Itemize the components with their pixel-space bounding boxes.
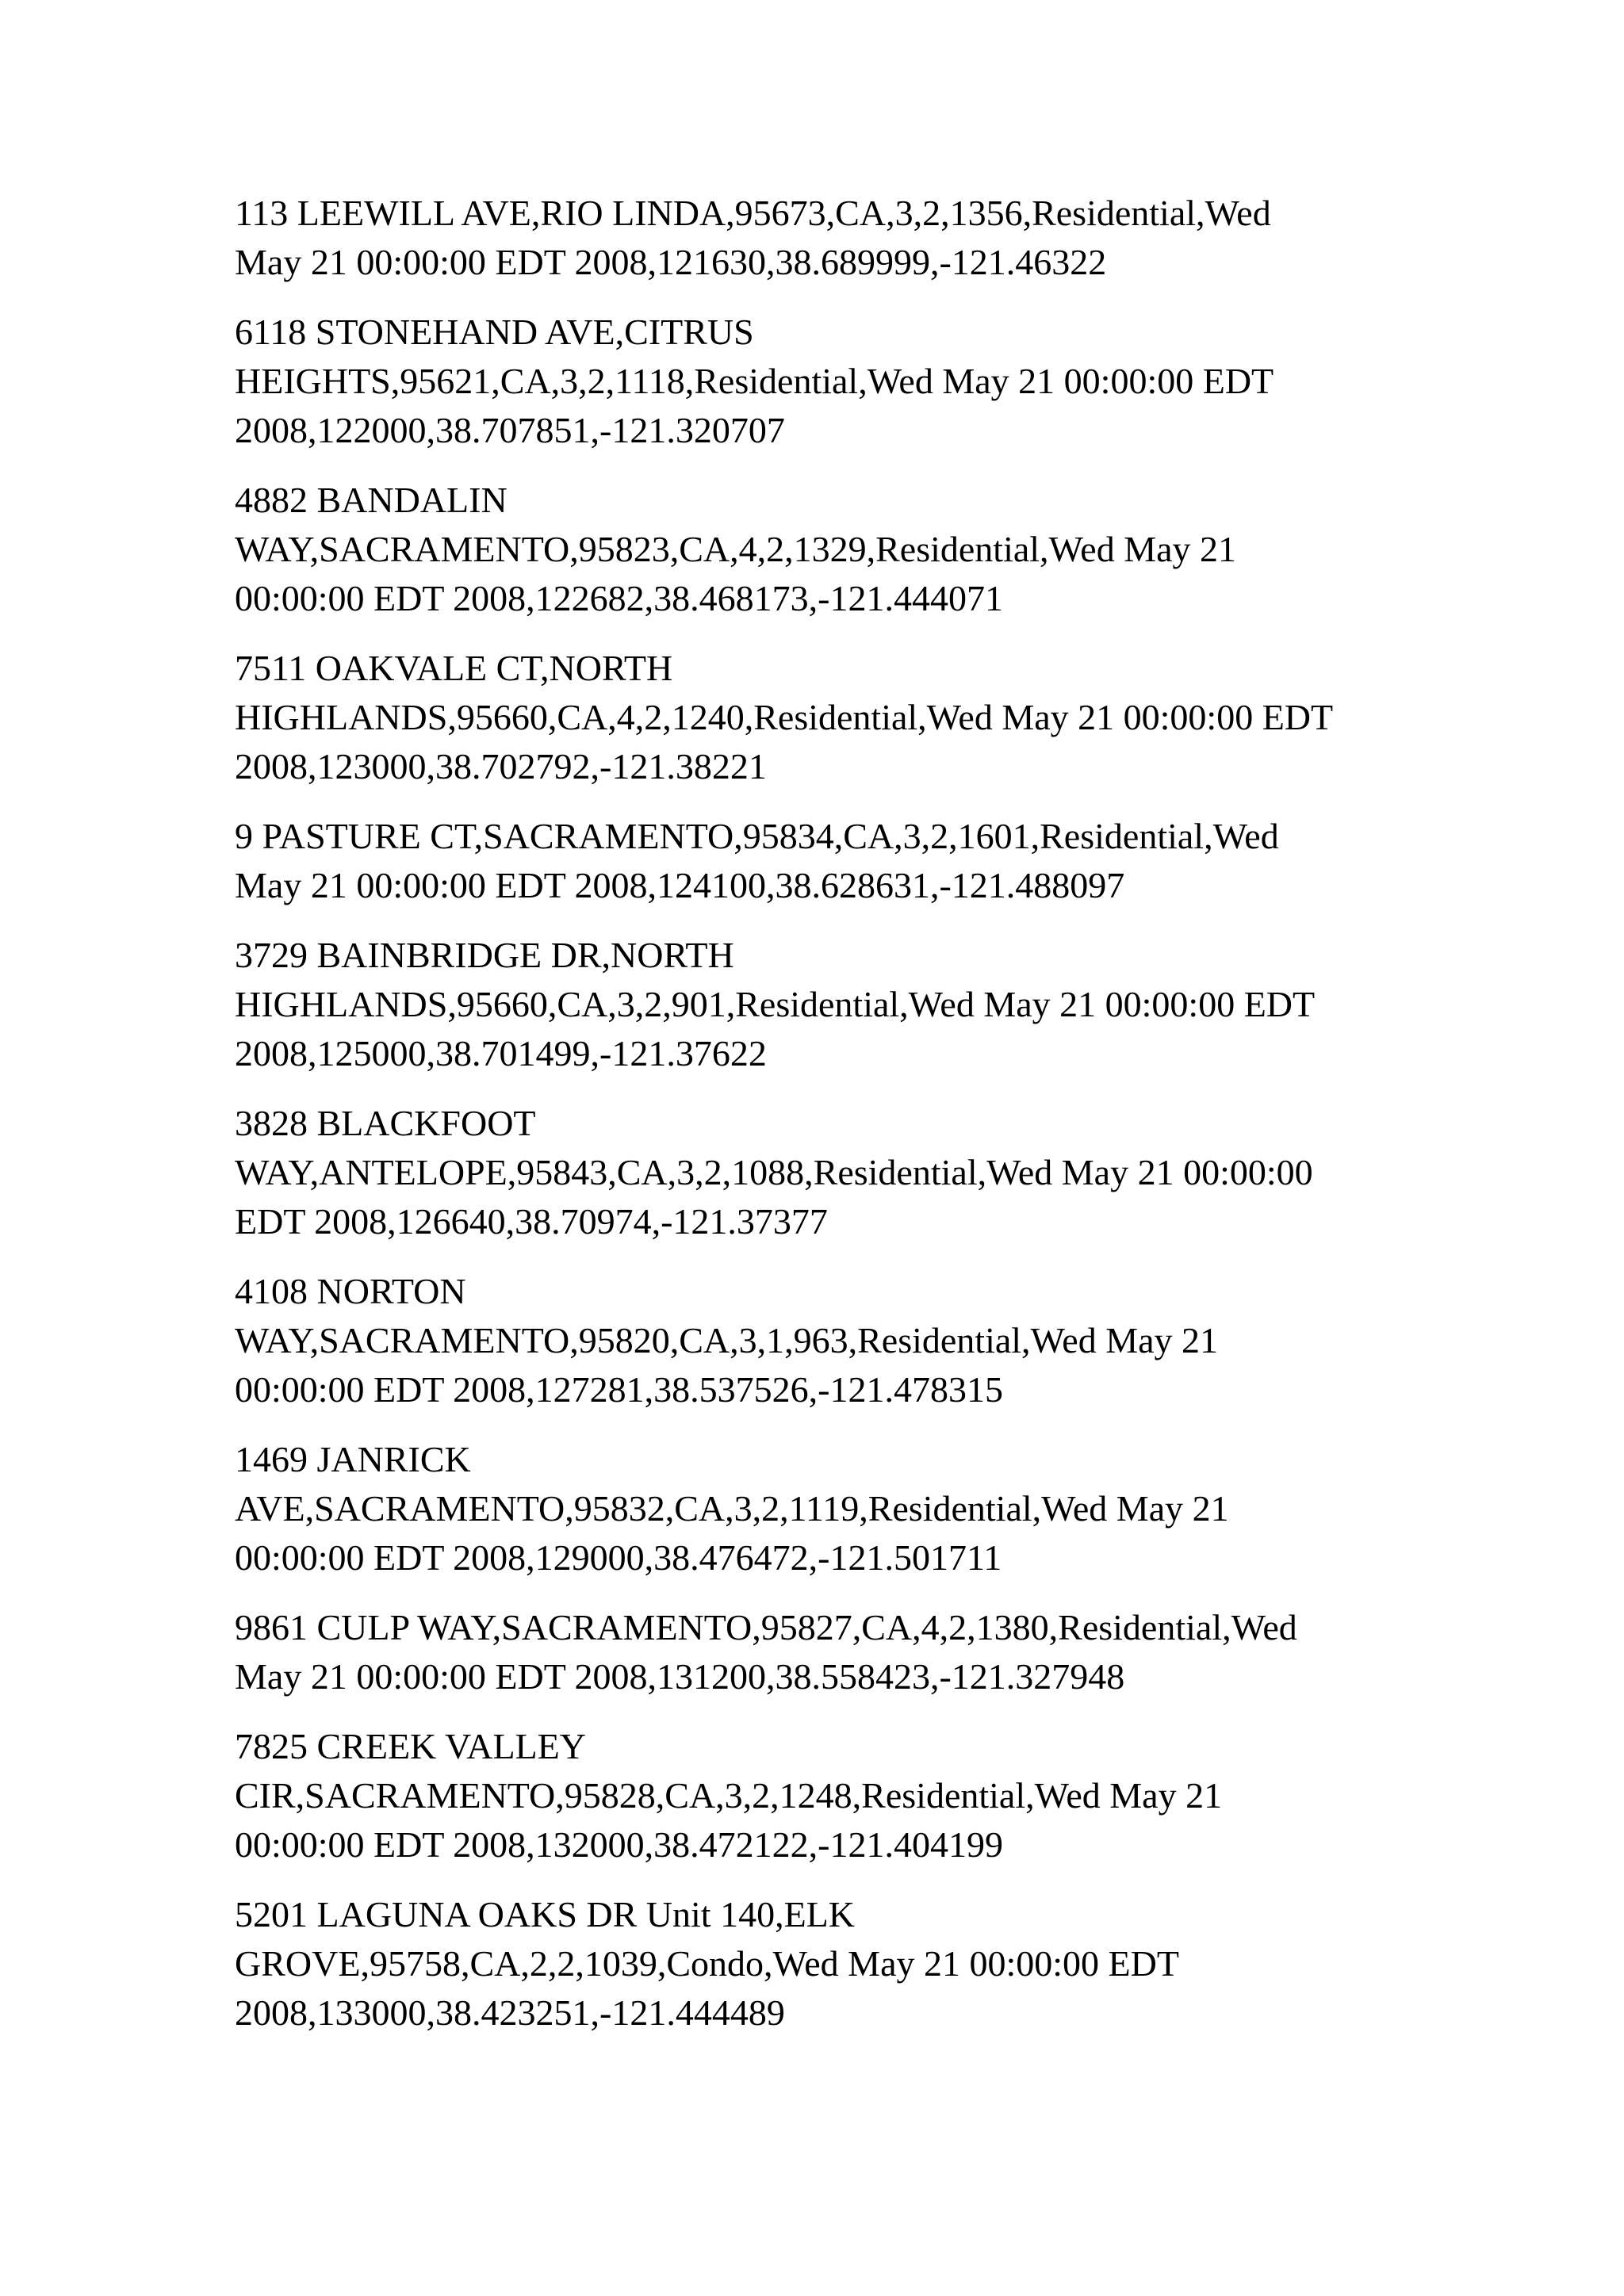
record-7 [235,1099,1424,1246]
record-line: 4108 NORTON [235,1271,466,1311]
record-line: 113 LEEWILL AVE,RIO LINDA,95673,CA,3,2,1356,Residential,Wed [235,193,1271,233]
record-line: 5201 LAGUNA OAKS DR Unit 140,ELK [235,1894,855,1934]
record-line: 00:00:00 EDT 2008,132000,38.472122,-121.404199 [235,1824,1003,1865]
record-9 [235,1435,1424,1582]
record-6 [235,931,1424,1078]
record-line: AVE,SACRAMENTO,95832,CA,3,2,1119,Residential,Wed May 21 [235,1488,1229,1529]
record-line: HIGHLANDS,95660,CA,4,2,1240,Residential,Wed May 21 00:00:00 EDT [235,697,1334,737]
record-line: 2008,122000,38.707851,-121.320707 [235,410,785,450]
record-line: 6118 STONEHAND AVE,CITRUS [235,312,754,352]
record-line: GROVE,95758,CA,2,2,1039,Condo,Wed May 21 00:00:00 EDT [235,1943,1179,1984]
record-line: 2008,133000,38.423251,-121.444489 [235,1992,785,2033]
document-body [235,189,1424,2058]
record-line: 00:00:00 EDT 2008,127281,38.537526,-121.478315 [235,1369,1003,1410]
record-3 [235,476,1424,623]
record-4 [235,644,1424,791]
record-line: 9861 CULP WAY,SACRAMENTO,95827,CA,4,2,1380,Residential,Wed [235,1607,1297,1647]
record-11 [235,1722,1424,1869]
record-line: 9 PASTURE CT,SACRAMENTO,95834,CA,3,2,1601,Residential,Wed [235,816,1279,856]
record-5 [235,812,1424,910]
record-10 [235,1603,1424,1701]
record-2 [235,308,1424,455]
record-line: 1469 JANRICK [235,1439,471,1479]
record-line: WAY,SACRAMENTO,95823,CA,4,2,1329,Residential,Wed May 21 [235,529,1237,569]
record-line: May 21 00:00:00 EDT 2008,121630,38.689999,-121.46322 [235,242,1107,282]
record-line: 2008,125000,38.701499,-121.37622 [235,1033,767,1073]
record-8 [235,1267,1424,1414]
record-line: 7825 CREEK VALLEY [235,1726,586,1766]
record-line: 3828 BLACKFOOT [235,1103,536,1143]
record-line: 00:00:00 EDT 2008,129000,38.476472,-121.501711 [235,1537,1002,1578]
record-line: HEIGHTS,95621,CA,3,2,1118,Residential,Wed May 21 00:00:00 EDT [235,361,1274,401]
record-line: CIR,SACRAMENTO,95828,CA,3,2,1248,Residential,Wed May 21 [235,1775,1223,1816]
record-line: WAY,ANTELOPE,95843,CA,3,2,1088,Residential,Wed May 21 00:00:00 [235,1152,1313,1192]
record-line: May 21 00:00:00 EDT 2008,131200,38.558423,-121.327948 [235,1656,1125,1697]
record-12 [235,1890,1424,2038]
record-line: May 21 00:00:00 EDT 2008,124100,38.628631,-121.488097 [235,865,1125,905]
record-line: 00:00:00 EDT 2008,122682,38.468173,-121.444071 [235,578,1003,618]
record-line: 4882 BANDALIN [235,480,508,520]
record-1 [235,189,1424,287]
record-line: HIGHLANDS,95660,CA,3,2,901,Residential,Wed May 21 00:00:00 EDT [235,984,1316,1024]
record-line: 3729 BAINBRIDGE DR,NORTH [235,935,734,975]
record-line: EDT 2008,126640,38.70974,-121.37377 [235,1201,828,1242]
record-line: 2008,123000,38.702792,-121.38221 [235,746,767,786]
record-line: 7511 OAKVALE CT,NORTH [235,648,673,688]
record-line: WAY,SACRAMENTO,95820,CA,3,1,963,Residential,Wed May 21 [235,1320,1219,1360]
